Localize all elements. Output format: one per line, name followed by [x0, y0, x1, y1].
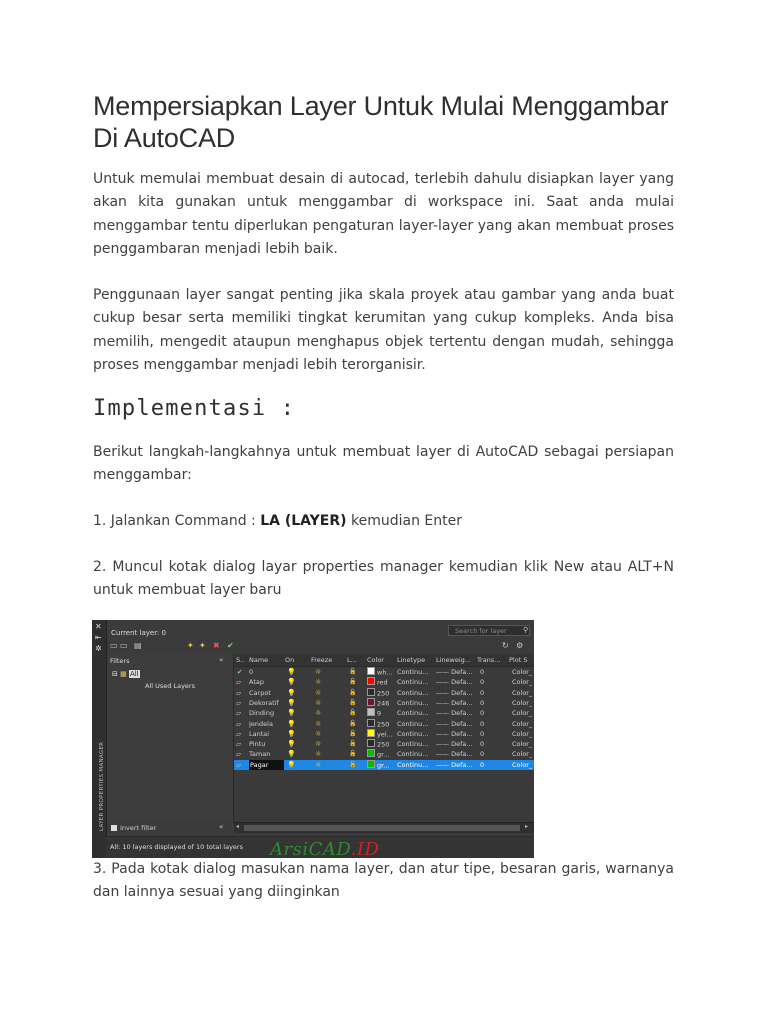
search-layer-input[interactable]: Search for layer	[448, 625, 530, 636]
layer-color[interactable]	[367, 698, 389, 709]
layer-name[interactable]: Taman	[249, 750, 271, 759]
step-3: 3. Pada kotak dialog masukan nama layer, dan atur tipe, besaran garis, warnanya dan lainnya sesuai yang diinginkan	[93, 861, 674, 901]
layer-linetype[interactable]: Continu...	[397, 668, 429, 676]
color-swatch	[367, 677, 375, 685]
layer-row[interactable]	[234, 719, 534, 729]
step-1-command: LA (LAYER)	[260, 513, 347, 529]
layer-row[interactable]	[234, 708, 534, 718]
color-swatch	[367, 667, 375, 675]
settings-icon[interactable]: ⚙	[516, 641, 524, 650]
lock-icon[interactable]: 🔓	[349, 729, 357, 737]
layer-linetype[interactable]: Continu...	[397, 740, 429, 749]
refresh-icon[interactable]: ↻	[502, 641, 509, 650]
bulb-icon[interactable]: 💡	[287, 668, 296, 676]
layer-lineweight[interactable]: —— Defa...	[436, 719, 473, 728]
layer-transparency[interactable]: 0	[480, 740, 485, 749]
color-name: gr...	[377, 750, 390, 759]
layer-row[interactable]	[234, 688, 534, 698]
sun-icon[interactable]: ☼	[315, 729, 322, 738]
layer-plot-style[interactable]: Color_	[512, 750, 533, 759]
sun-icon[interactable]: ☼	[315, 740, 322, 749]
layer-linetype[interactable]: Continu...	[397, 719, 429, 728]
filter-tree-all[interactable]: ⊟ ▦ All	[112, 670, 139, 678]
col-name[interactable]: Name	[249, 656, 269, 664]
sun-icon[interactable]: ☼	[315, 698, 322, 707]
filter-tree-used[interactable]	[145, 682, 195, 690]
layer-row[interactable]	[234, 739, 534, 749]
layer-status-icon: ▱	[236, 698, 241, 707]
watermark-suffix: .ID	[350, 839, 380, 858]
sun-icon[interactable]: ☼	[315, 709, 322, 718]
color-name: gr...	[377, 761, 390, 770]
layer-linetype[interactable]: Continu...	[397, 688, 429, 697]
layer-plot-style[interactable]: Color_	[512, 729, 533, 738]
layer-status-icon: ▱	[236, 740, 241, 749]
color-name: wh...	[377, 668, 393, 677]
col-freeze[interactable]: Freeze	[311, 656, 333, 664]
lock-icon[interactable]: 🔓	[349, 698, 357, 706]
col-linetype[interactable]: Linetype	[397, 656, 426, 664]
layer-name[interactable]: Dekoratif	[249, 698, 279, 707]
paragraph-steps-intro: Berikut langkah-langkahnya untuk membuat layer di AutoCAD sebagai persiapan menggambar:	[93, 444, 674, 484]
filter-all-label: All	[129, 670, 139, 678]
page-title: Mempersiapkan Layer Untuk Mulai Menggambar Di AutoCAD	[93, 91, 669, 153]
layer-transparency[interactable]: 0	[480, 688, 485, 697]
lock-icon[interactable]: 🔓	[349, 719, 357, 727]
col-color[interactable]: Color	[367, 656, 384, 664]
layer-transparency[interactable]: 0	[480, 750, 485, 759]
scroll-right-icon[interactable]: ▸	[525, 823, 529, 830]
bulb-icon[interactable]: 💡	[287, 709, 296, 718]
new-group-filter-icon[interactable]: ▭	[120, 641, 128, 650]
layer-status-icon: ▱	[236, 729, 241, 738]
sun-icon[interactable]: ☼	[315, 668, 322, 676]
layer-linetype[interactable]: Continu...	[397, 678, 429, 687]
layer-color[interactable]	[367, 667, 393, 678]
layer-color[interactable]	[367, 719, 389, 730]
autohide-icon[interactable]: ⇤	[95, 633, 102, 642]
step-1-prefix: 1. Jalankan Command :	[93, 513, 261, 529]
status-text: All: 10 layers displayed of 10 total layers	[110, 843, 243, 851]
layer-linetype[interactable]: Continu...	[397, 709, 429, 718]
invert-filter-checkbox[interactable]	[111, 824, 156, 832]
sun-icon[interactable]: ☼	[315, 760, 322, 769]
layer-plot-style[interactable]: Color_	[512, 678, 533, 687]
layer-name[interactable]: Pagar	[249, 760, 284, 770]
paragraph-usage: Penggunaan layer sangat penting jika skala proyek atau gambar yang anda buat cukup besar serta memiliki tingkat kerumitan yang cukup kompleks. Anda bisa memilih, mengedit ataupun menghapus objek tertentu dengan mudah, sehingga proses menggambar menjadi lebih terorganisir.	[93, 287, 674, 373]
collapse-filters-icon[interactable]: «	[219, 823, 224, 831]
status-bar	[106, 836, 534, 858]
layer-name[interactable]: Atap	[249, 678, 264, 687]
bulb-icon[interactable]: 💡	[287, 688, 296, 697]
layer-lineweight[interactable]: —— Defa...	[436, 729, 473, 738]
layer-linetype[interactable]: Continu...	[397, 760, 429, 769]
section-heading: Implementasi :	[93, 396, 296, 421]
col-lock[interactable]: L...	[347, 656, 357, 664]
watermark-main: ArsiCAD	[270, 839, 351, 858]
col-lineweight[interactable]: Lineweig...	[436, 656, 471, 664]
lock-icon[interactable]: 🔓	[349, 740, 357, 748]
layer-linetype[interactable]: Continu...	[397, 698, 429, 707]
color-swatch	[367, 719, 375, 727]
palette-vertical-title: LAYER PROPERTIES MANAGER	[99, 741, 105, 831]
lock-icon[interactable]: 🔓	[349, 678, 357, 686]
layer-linetype[interactable]: Continu...	[397, 729, 429, 738]
layer-status-icon: ▱	[236, 719, 241, 728]
layer-color[interactable]	[367, 677, 388, 688]
layer-color[interactable]	[367, 739, 389, 750]
col-on[interactable]: On	[285, 656, 295, 664]
close-icon[interactable]: ✕	[95, 622, 102, 631]
color-swatch	[367, 688, 375, 696]
layer-status-icon: ▱	[236, 709, 241, 718]
scroll-left-icon[interactable]: ◂	[236, 823, 240, 830]
filters-panel	[107, 654, 234, 822]
layer-status-icon: ▱	[236, 688, 241, 697]
layer-color[interactable]	[367, 708, 381, 719]
layer-row[interactable]	[234, 698, 534, 708]
set-current-icon[interactable]: ✔	[227, 641, 234, 650]
col-status[interactable]: S..	[236, 656, 245, 664]
layer-transparency[interactable]: 0	[480, 668, 485, 676]
layer-row[interactable]	[234, 760, 534, 770]
sun-icon[interactable]: ☼	[315, 688, 322, 697]
layer-grid	[234, 654, 534, 822]
color-name: 250	[377, 689, 390, 698]
color-swatch	[367, 698, 375, 706]
layer-name[interactable]: Lantai	[249, 729, 270, 738]
bulb-icon[interactable]: 💡	[287, 729, 296, 738]
color-swatch	[367, 739, 375, 747]
paragraph-intro: Untuk memulai membuat desain di autocad, terlebih dahulu disiapkan layer yang akan kita gunakan untuk menggambar di workspace ini. Saat anda mulai menggambar tentu diperlukan pengaturan layer-layer yang akan membuat proses penggambaran menjadi lebih baik.	[93, 171, 674, 257]
layer-lineweight[interactable]: —— Defa...	[436, 709, 473, 718]
layer-name[interactable]: Dinding	[249, 709, 275, 718]
bulb-icon[interactable]: 💡	[287, 719, 296, 728]
layer-lineweight[interactable]: —— Defa...	[436, 678, 473, 687]
lock-icon[interactable]: 🔓	[349, 709, 357, 717]
color-swatch	[367, 708, 375, 716]
layer-plot-style[interactable]: Color_	[512, 668, 533, 676]
layer-row[interactable]	[234, 749, 534, 759]
layer-status-icon: ▱	[236, 678, 241, 687]
layer-status-icon: ▱	[236, 760, 241, 769]
bulb-icon[interactable]: 💡	[287, 760, 296, 769]
layer-lineweight[interactable]: —— Defa...	[436, 760, 473, 769]
color-name: yel...	[377, 730, 393, 739]
layer-states-icon[interactable]: ▤	[134, 641, 142, 650]
sun-icon[interactable]: ☼	[315, 719, 322, 728]
layer-lineweight[interactable]: —— Defa...	[436, 740, 473, 749]
bulb-icon[interactable]: 💡	[287, 698, 296, 707]
layer-color[interactable]	[367, 688, 389, 699]
layer-properties-manager-image	[92, 620, 534, 858]
lock-icon[interactable]: 🔓	[349, 688, 357, 696]
invert-filter-label: Invert filter	[120, 824, 157, 832]
step-2: 2. Muncul kotak dialog layar properties manager kemudian klik New atau ALT+N untuk membuat layer baru	[93, 559, 674, 599]
layer-lineweight[interactable]: —— Defa...	[436, 668, 473, 676]
delete-layer-icon[interactable]: ✖	[213, 641, 220, 650]
current-check-icon: ✔	[237, 668, 243, 676]
color-name: red	[377, 678, 388, 687]
lock-icon[interactable]: 🔓	[349, 750, 357, 758]
layer-plot-style[interactable]: Color_	[512, 760, 533, 769]
layer-name[interactable]: Jendela	[249, 719, 273, 728]
layer-transparency[interactable]: 0	[480, 729, 485, 738]
scroll-thumb[interactable]	[244, 825, 520, 831]
layer-transparency[interactable]: 0	[480, 719, 485, 728]
palette-strip	[92, 620, 107, 858]
layer-transparency[interactable]: 0	[480, 698, 485, 707]
layer-grid-header	[234, 654, 534, 667]
layer-lineweight[interactable]: —— Defa...	[436, 688, 473, 697]
step-1	[93, 510, 674, 533]
bulb-icon[interactable]: 💡	[287, 678, 296, 687]
new-property-filter-icon[interactable]: ▭	[110, 641, 118, 650]
color-swatch	[367, 729, 375, 737]
layer-name[interactable]: Carpot	[249, 688, 271, 697]
layer-plot-style[interactable]: Color_	[512, 698, 533, 707]
layer-lineweight[interactable]: —— Defa...	[436, 750, 473, 759]
current-layer-label: Current layer: 0	[111, 629, 166, 637]
collapse-icon[interactable]: «	[219, 656, 224, 664]
bulb-icon[interactable]: 💡	[287, 750, 296, 759]
step-1-suffix: kemudian Enter	[346, 513, 462, 529]
layer-linetype[interactable]: Continu...	[397, 750, 429, 759]
layer-plot-style[interactable]: Color_	[512, 688, 533, 697]
checkbox-box[interactable]	[111, 825, 117, 831]
col-plot-style[interactable]: Plot S	[509, 656, 528, 664]
layer-plot-style[interactable]: Color_	[512, 709, 533, 718]
search-icon[interactable]: ⚲	[523, 626, 529, 634]
color-swatch	[367, 760, 375, 768]
filters-label: Filters	[110, 657, 130, 665]
properties-icon[interactable]: ✲	[95, 644, 102, 653]
layer-name[interactable]: 0	[249, 668, 254, 676]
layer-transparency[interactable]: 0	[480, 678, 485, 687]
layer-color[interactable]	[367, 760, 389, 771]
watermark	[270, 839, 379, 858]
layer-row[interactable]	[234, 729, 534, 739]
layer-name[interactable]: Pintu	[249, 740, 266, 749]
filter-used-label: All Used Layers	[145, 682, 195, 690]
lock-icon[interactable]: 🔓	[349, 668, 357, 675]
color-name: 9	[377, 709, 382, 718]
color-name: 250	[377, 720, 390, 728]
color-name: 250	[377, 740, 390, 749]
bulb-icon[interactable]: 💡	[287, 740, 296, 749]
new-layer-icon[interactable]: ✦	[187, 641, 194, 650]
col-transparency[interactable]: Trans...	[477, 656, 501, 664]
layer-color[interactable]	[367, 749, 389, 760]
layer-color[interactable]	[367, 729, 393, 740]
horizontal-scrollbar[interactable]	[234, 822, 534, 833]
lock-icon[interactable]: 🔓	[349, 760, 357, 768]
layer-plot-style[interactable]: Color_	[512, 719, 533, 728]
layer-row[interactable]	[234, 677, 534, 687]
layer-row[interactable]	[234, 667, 534, 677]
color-name: 246	[377, 699, 390, 708]
layer-lineweight[interactable]: —— Defa...	[436, 698, 473, 707]
layer-status-icon: ▱	[236, 750, 241, 759]
sun-icon[interactable]: ☼	[315, 750, 322, 759]
layer-transparency[interactable]: 0	[480, 709, 485, 718]
color-swatch	[367, 749, 375, 757]
new-layer-frozen-icon[interactable]: ✦	[199, 641, 206, 650]
sun-icon[interactable]: ☼	[315, 678, 322, 687]
layer-plot-style[interactable]: Color_	[512, 740, 533, 749]
layer-transparency[interactable]: 0	[480, 760, 485, 769]
